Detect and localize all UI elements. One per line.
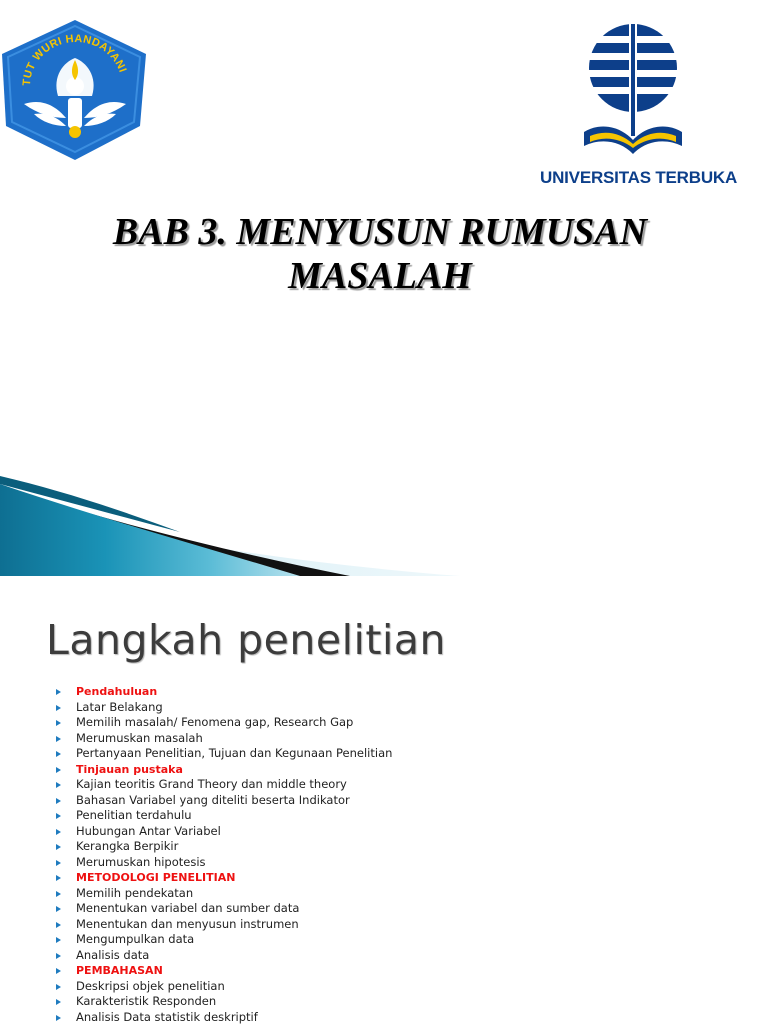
bullet-arrow-icon [56,767,61,773]
list-item-text: Menentukan dan menyusun instrumen [76,916,299,931]
list-item-text: Deskripsi objek penelitian [76,978,225,993]
bullet-arrow-icon [56,999,61,1005]
bullet-list [56,684,392,1024]
list-item [56,808,392,824]
bullet-arrow-icon [56,751,61,757]
list-item-text: Pertanyaan Penelitian, Tujuan dan Kegunaan Penelitian [76,746,393,760]
list-item-text: Kerangka Berpikir [76,839,179,853]
slide-title: Langkah penelitian [46,616,446,664]
bullet-arrow-icon [56,705,61,711]
list-item [56,948,392,964]
list-item-text: Memilih masalah/ Fenomena gap, Research Gap [76,715,354,729]
list-item [56,746,392,762]
bullet-arrow-icon [56,953,61,959]
list-item [56,839,392,855]
bullet-arrow-icon [56,875,61,881]
section-heading [56,870,392,886]
bullet-arrow-icon [56,844,61,850]
content-slide [0,576,768,1024]
bullet-arrow-icon [56,906,61,912]
list-item-text: PEMBAHASAN [76,964,163,977]
list-item-text: Analisis data [76,947,150,962]
bullet-arrow-icon [56,984,61,990]
list-item [56,994,392,1010]
list-item [56,932,392,948]
bullet-arrow-icon [56,968,61,974]
list-item-text: Hubungan Antar Variabel [76,823,221,838]
list-item-text: Latar Belakang [76,699,163,714]
bullet-arrow-icon [56,813,61,819]
list-item-text: Analisis Data statistik deskriptif [76,1009,258,1024]
bullet-arrow-icon [56,736,61,742]
list-item [56,777,392,793]
list-item-text: Penelitian terdahulu [76,808,192,822]
list-item-text: Merumuskan masalah [76,730,203,745]
list-item-text: Merumuskan hipotesis [76,854,206,869]
bullet-arrow-icon [56,937,61,943]
section-heading [56,762,392,778]
bullet-arrow-icon [56,798,61,804]
list-item-text: Mengumpulkan data [76,932,195,946]
logo-motto: TUT WURI HANDAYANI [20,32,129,87]
bullet-arrow-icon [56,720,61,726]
list-item [56,1010,392,1024]
bullet-arrow-icon [56,860,61,866]
list-item [56,855,392,871]
list-item [56,700,392,716]
list-item-text: Tinjauan pustaka [76,762,183,776]
list-item [56,917,392,933]
tut-wuri-handayani-logo [0,14,156,164]
slide-title [40,210,720,298]
list-item-text: Pendahuluan [76,685,158,698]
bullet-arrow-icon [56,922,61,928]
bullet-arrow-icon [56,782,61,788]
list-item [56,824,392,840]
list-item [56,793,392,809]
university-name: UNIVERSITAS TERBUKA [540,168,738,187]
bullet-arrow-icon [56,689,61,695]
list-item [56,731,392,747]
list-item-text: Kajian teoritis Grand Theory dan middle theory [76,777,347,791]
slide-title-line-1: BAB 3. MENYUSUN RUMUSAN [112,211,648,253]
section-heading [56,684,392,700]
list-item [56,886,392,902]
slide-title-line-2: MASALAH [288,255,472,297]
list-item-text: Karakteristik Responden [76,994,217,1008]
list-item-text: METODOLOGI PENELITIAN [76,871,236,884]
list-item-text: Menentukan variabel dan sumber data [76,901,300,915]
list-item [56,979,392,995]
list-item-text: Bahasan Variabel yang diteliti beserta Indikator [76,792,350,807]
decorative-swoosh [0,476,768,576]
list-item [56,901,392,917]
bullet-arrow-icon [56,1015,61,1021]
universitas-terbuka-logo [578,20,688,170]
list-item-text: Memilih pendekatan [76,885,194,900]
list-item [56,715,392,731]
section-heading [56,963,392,979]
bullet-arrow-icon [56,829,61,835]
bullet-arrow-icon [56,891,61,897]
